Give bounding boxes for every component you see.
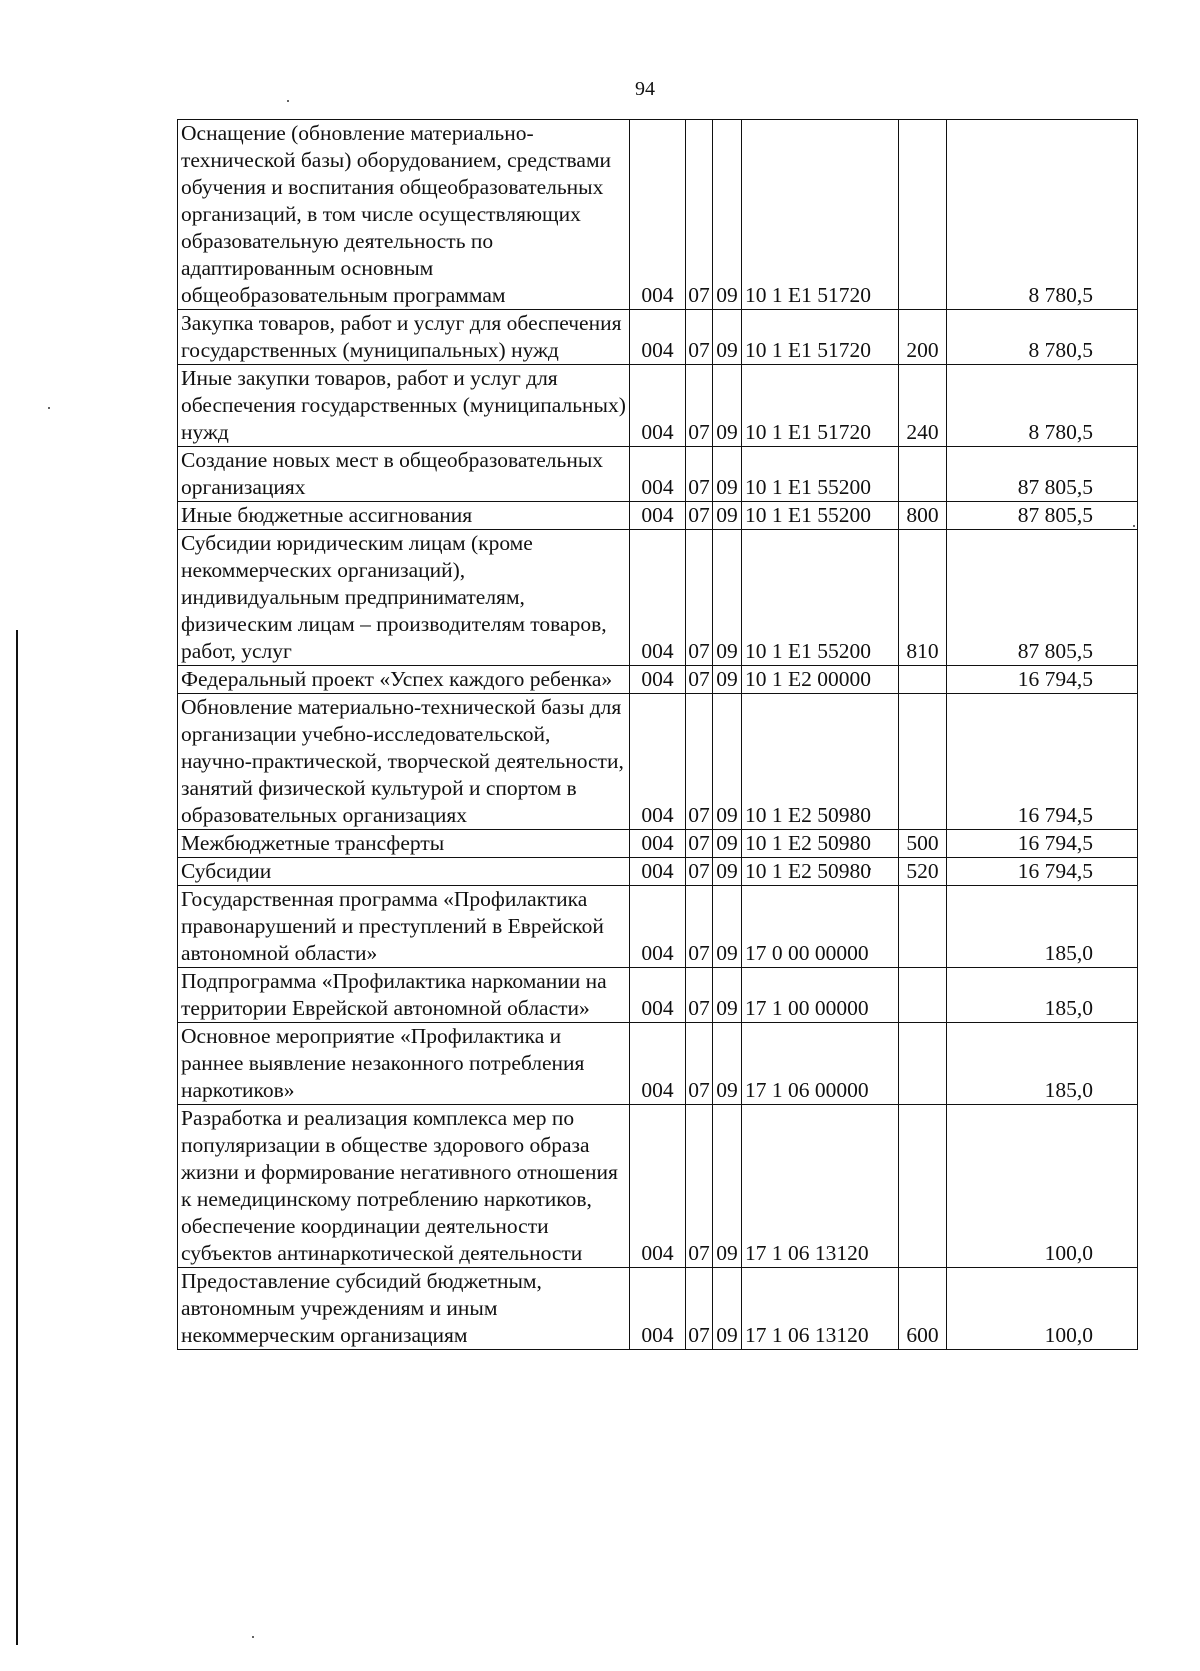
row-grbs-cell: 004 xyxy=(630,886,686,968)
row-target-article-cell: 10 1 Е1 51720 xyxy=(742,365,899,447)
table-row xyxy=(178,1023,1138,1105)
table-row xyxy=(178,447,1138,502)
row-expense-type-cell xyxy=(899,1023,947,1105)
row-grbs-cell: 004 xyxy=(630,120,686,310)
row-target-article-cell: 17 1 06 13120 xyxy=(742,1105,899,1268)
row-grbs-cell: 004 xyxy=(630,310,686,365)
row-name-cell: Оснащение (обновление материально-технической базы) оборудованием, средствами обучения и воспитания общеобразовательных организаций, в том числе осуществляющих образовательную деятельность по адаптированным основным общеобразовательным программам xyxy=(178,120,630,310)
row-grbs-cell: 004 xyxy=(630,666,686,694)
row-subsection-cell: 09 xyxy=(713,447,742,502)
row-target-article-cell: 10 1 Е2 50980 xyxy=(742,694,899,830)
row-expense-type-cell: 520 xyxy=(899,858,947,886)
row-amount-cell: 16 794,5 xyxy=(947,830,1138,858)
budget-table-body xyxy=(178,120,1138,1350)
row-expense-type-cell: 500 xyxy=(899,830,947,858)
row-name-cell: Субсидии xyxy=(178,858,630,886)
row-grbs-cell: 004 xyxy=(630,447,686,502)
row-amount-cell: 185,0 xyxy=(947,968,1138,1023)
row-grbs-cell: 004 xyxy=(630,694,686,830)
row-subsection-cell: 09 xyxy=(713,310,742,365)
row-name-cell: Федеральный проект «Успех каждого ребенка» xyxy=(178,666,630,694)
row-target-article-cell: 17 0 00 00000 xyxy=(742,886,899,968)
table-row xyxy=(178,530,1138,666)
row-subsection-cell: 09 xyxy=(713,1268,742,1350)
row-name-cell: Межбюджетные трансферты xyxy=(178,830,630,858)
table-row xyxy=(178,858,1138,886)
row-section-cell: 07 xyxy=(686,1105,713,1268)
row-section-cell: 07 xyxy=(686,1268,713,1350)
row-section-cell: 07 xyxy=(686,886,713,968)
row-amount-cell: 185,0 xyxy=(947,1023,1138,1105)
row-expense-type-cell: 240 xyxy=(899,365,947,447)
table-row xyxy=(178,365,1138,447)
row-section-cell: 07 xyxy=(686,530,713,666)
row-name-cell: Субсидии юридическим лицам (кроме некоммерческих организаций), индивидуальным предпринимателям, физическим лицам – производителям товаров, работ, услуг xyxy=(178,530,630,666)
row-name-cell: Государственная программа «Профилактика правонарушений и преступлений в Еврейской автономной области» xyxy=(178,886,630,968)
row-grbs-cell: 004 xyxy=(630,968,686,1023)
row-subsection-cell: 09 xyxy=(713,1023,742,1105)
row-target-article-cell: 10 1 Е1 55200 xyxy=(742,530,899,666)
row-amount-cell: 16 794,5 xyxy=(947,858,1138,886)
row-amount-cell: 185,0 xyxy=(947,886,1138,968)
row-subsection-cell: 09 xyxy=(713,120,742,310)
row-target-article-cell: 10 1 Е2 50980 xyxy=(742,858,899,886)
row-grbs-cell: 004 xyxy=(630,1023,686,1105)
row-name-cell: Иные закупки товаров, работ и услуг для обеспечения государственных (муниципальных) нужд xyxy=(178,365,630,447)
row-target-article-cell: 17 1 06 13120 xyxy=(742,1268,899,1350)
row-name-cell: Создание новых мест в общеобразовательных организациях xyxy=(178,447,630,502)
row-expense-type-cell xyxy=(899,694,947,830)
row-expense-type-cell: 810 xyxy=(899,530,947,666)
row-amount-cell: 100,0 xyxy=(947,1105,1138,1268)
table-row xyxy=(178,666,1138,694)
row-section-cell: 07 xyxy=(686,365,713,447)
row-section-cell: 07 xyxy=(686,694,713,830)
row-expense-type-cell: 600 xyxy=(899,1268,947,1350)
row-expense-type-cell xyxy=(899,968,947,1023)
row-expense-type-cell xyxy=(899,666,947,694)
row-section-cell: 07 xyxy=(686,447,713,502)
row-section-cell: 07 xyxy=(686,502,713,530)
row-expense-type-cell: 200 xyxy=(899,310,947,365)
scan-speck xyxy=(287,100,289,102)
row-grbs-cell: 004 xyxy=(630,830,686,858)
row-section-cell: 07 xyxy=(686,310,713,365)
row-subsection-cell: 09 xyxy=(713,530,742,666)
table-row xyxy=(178,694,1138,830)
row-target-article-cell: 10 1 Е1 55200 xyxy=(742,502,899,530)
row-amount-cell: 8 780,5 xyxy=(947,120,1138,310)
row-subsection-cell: 09 xyxy=(713,666,742,694)
scan-speck xyxy=(252,1636,254,1638)
row-expense-type-cell: 800 xyxy=(899,502,947,530)
table-row xyxy=(178,830,1138,858)
row-subsection-cell: 09 xyxy=(713,968,742,1023)
table-row xyxy=(178,1105,1138,1268)
row-amount-cell: 16 794,5 xyxy=(947,666,1138,694)
row-target-article-cell: 17 1 06 00000 xyxy=(742,1023,899,1105)
row-name-cell: Подпрограмма «Профилактика наркомании на территории Еврейской автономной области» xyxy=(178,968,630,1023)
row-target-article-cell: 10 1 Е1 51720 xyxy=(742,120,899,310)
table-row xyxy=(178,310,1138,365)
budget-table xyxy=(177,119,1138,1350)
row-target-article-cell: 10 1 Е1 55200 xyxy=(742,447,899,502)
row-amount-cell: 8 780,5 xyxy=(947,310,1138,365)
row-grbs-cell: 004 xyxy=(630,1105,686,1268)
row-target-article-cell: 10 1 Е2 00000 xyxy=(742,666,899,694)
row-subsection-cell: 09 xyxy=(713,1105,742,1268)
row-section-cell: 07 xyxy=(686,1023,713,1105)
table-row xyxy=(178,502,1138,530)
page-number: 94 xyxy=(635,78,655,100)
row-expense-type-cell xyxy=(899,886,947,968)
row-subsection-cell: 09 xyxy=(713,886,742,968)
row-subsection-cell: 09 xyxy=(713,694,742,830)
row-expense-type-cell xyxy=(899,1105,947,1268)
table-row xyxy=(178,968,1138,1023)
row-section-cell: 07 xyxy=(686,830,713,858)
row-grbs-cell: 004 xyxy=(630,502,686,530)
row-amount-cell: 100,0 xyxy=(947,1268,1138,1350)
row-subsection-cell: 09 xyxy=(713,830,742,858)
table-row xyxy=(178,1268,1138,1350)
table-row xyxy=(178,120,1138,310)
row-amount-cell: 8 780,5 xyxy=(947,365,1138,447)
row-amount-cell: 87 805,5 xyxy=(947,447,1138,502)
table-row xyxy=(178,886,1138,968)
row-name-cell: Закупка товаров, работ и услуг для обеспечения государственных (муниципальных) нужд xyxy=(178,310,630,365)
row-name-cell: Иные бюджетные ассигнования xyxy=(178,502,630,530)
row-expense-type-cell xyxy=(899,120,947,310)
row-name-cell: Обновление материально-технической базы для организации учебно-исследовательской, научно-практической, творческой деятельности, занятий физической культурой и спортом в образовательных организациях xyxy=(178,694,630,830)
row-expense-type-cell xyxy=(899,447,947,502)
row-grbs-cell: 004 xyxy=(630,365,686,447)
row-grbs-cell: 004 xyxy=(630,530,686,666)
scan-speck xyxy=(48,407,50,409)
row-section-cell: 07 xyxy=(686,120,713,310)
row-target-article-cell: 10 1 Е1 51720 xyxy=(742,310,899,365)
row-section-cell: 07 xyxy=(686,858,713,886)
row-subsection-cell: 09 xyxy=(713,502,742,530)
row-amount-cell: 16 794,5 xyxy=(947,694,1138,830)
row-section-cell: 07 xyxy=(686,968,713,1023)
row-subsection-cell: 09 xyxy=(713,365,742,447)
row-name-cell: Разработка и реализация комплекса мер по популяризации в обществе здорового образа жизни и формирование негативного отношения к немедицинскому потреблению наркотиков, обеспечение координации деятельности субъектов антинаркотической деятельности xyxy=(178,1105,630,1268)
row-target-article-cell: 17 1 00 00000 xyxy=(742,968,899,1023)
row-grbs-cell: 004 xyxy=(630,1268,686,1350)
row-amount-cell: 87 805,5 xyxy=(947,502,1138,530)
row-section-cell: 07 xyxy=(686,666,713,694)
row-grbs-cell: 004 xyxy=(630,858,686,886)
row-amount-cell: 87 805,5 xyxy=(947,530,1138,666)
row-name-cell: Предоставление субсидий бюджетным, автономным учреждениям и иным некоммерческим организациям xyxy=(178,1268,630,1350)
row-subsection-cell: 09 xyxy=(713,858,742,886)
row-target-article-cell: 10 1 Е2 50980 xyxy=(742,830,899,858)
scan-edge-line xyxy=(16,630,18,1645)
row-name-cell: Основное мероприятие «Профилактика и раннее выявление незаконного потребления наркотиков» xyxy=(178,1023,630,1105)
